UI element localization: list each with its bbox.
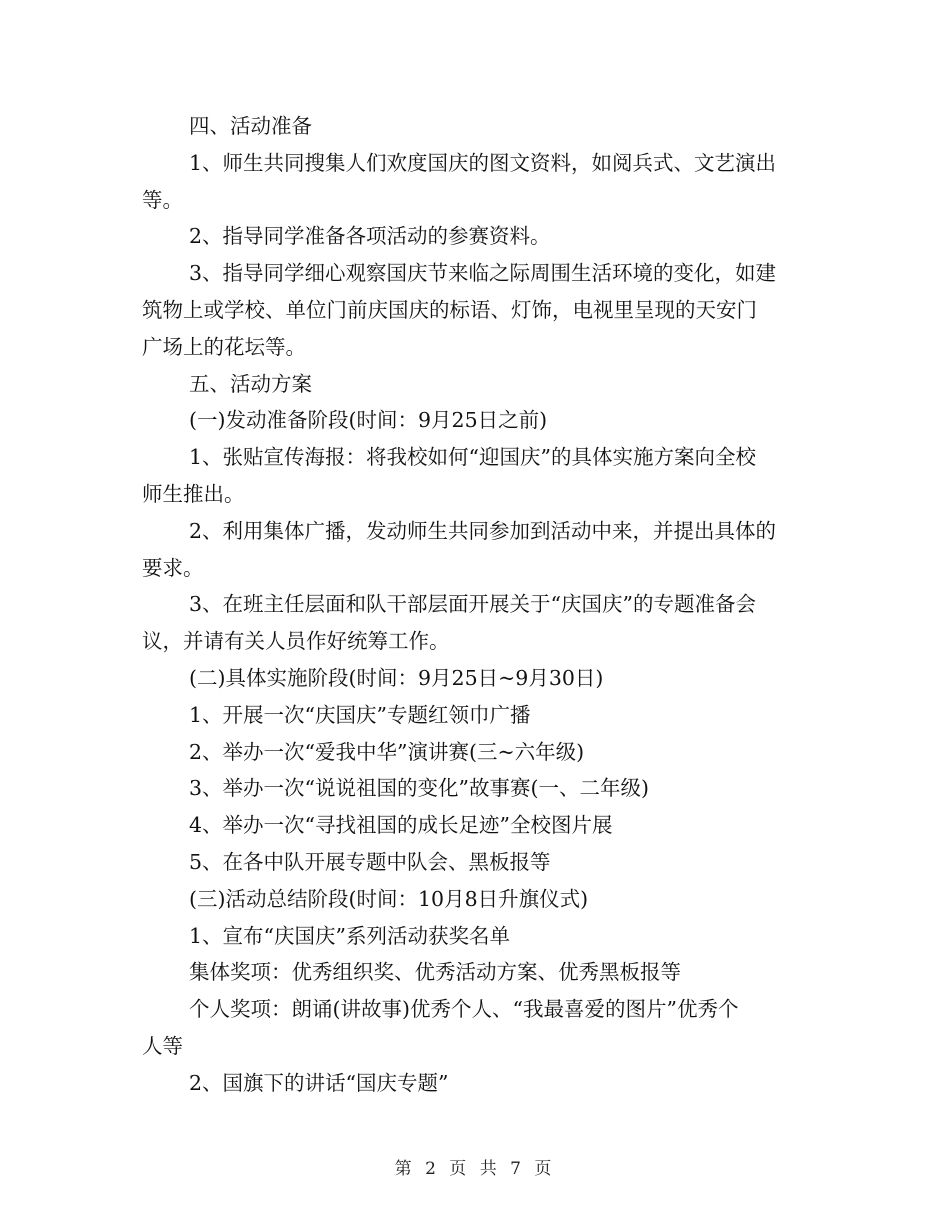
paragraph-line: (二)具体实施阶段(时间：9月25日~9月30日) xyxy=(189,665,604,690)
paragraph-line: 5、在各中队开展专题中队会、黑板报等 xyxy=(189,849,551,874)
paragraph-line: 四、活动准备 xyxy=(189,114,312,138)
paragraph-line: 2、举办一次“爱我中华”演讲赛(三~六年级) xyxy=(189,739,585,764)
paragraph-line: 2、指导同学准备各项活动的参赛资料。 xyxy=(189,224,551,249)
paragraph-line: 议，并请有关人员作好统筹工作。 xyxy=(142,629,450,654)
paragraph-line: 3、指导同学细心观察国庆节来临之际周围生活环境的变化，如建 xyxy=(189,261,777,286)
paragraph-line: 人等 xyxy=(142,1033,183,1058)
paragraph-line: 集体奖项：优秀组织奖、优秀活动方案、优秀黑板报等 xyxy=(189,960,681,985)
paragraph-line: (三)活动总结阶段(时间：10月8日升旗仪式) xyxy=(189,886,589,911)
paragraph-line: 4、举办一次“寻找祖国的成长足迹”全校图片展 xyxy=(189,813,613,838)
paragraph-line: 3、举办一次“说说祖国的变化”故事赛(一、二年级) xyxy=(189,776,649,801)
paragraph-line: 五、活动方案 xyxy=(189,371,312,396)
paragraph-line: 2、国旗下的讲话“国庆专题” xyxy=(189,1070,449,1095)
paragraph-line: 1、师生共同搜集人们欢度国庆的图文资料，如阅兵式、文艺演出 xyxy=(189,150,777,175)
paragraph-line: 个人奖项：朗诵(讲故事)优秀个人、“我最喜爱的图片”优秀个 xyxy=(189,997,739,1022)
page-footer: 第 2 页 共 7 页 xyxy=(394,1159,556,1179)
paragraph-line: 2、利用集体广播，发动师生共同参加到活动中来，并提出具体的 xyxy=(189,518,777,543)
paragraph-line: 等。 xyxy=(142,187,183,212)
paragraph-line: 1、宣布“庆国庆”系列活动获奖名单 xyxy=(189,923,511,948)
paragraph-line: 1、开展一次“庆国庆”专题红领巾广播 xyxy=(189,702,531,727)
paragraph-line: (一)发动准备阶段(时间：9月25日之前) xyxy=(189,408,548,433)
paragraph-line: 3、在班主任层面和队干部层面开展关于“庆国庆”的专题准备会 xyxy=(189,592,757,617)
paragraph-line: 筑物上或学校、单位门前庆国庆的标语、灯饰，电视里呈现的天安门 xyxy=(142,297,757,322)
paragraph-line: 要求。 xyxy=(142,555,204,580)
document-body xyxy=(142,108,810,1102)
paragraph-line: 师生推出。 xyxy=(142,481,245,506)
paragraph-line: 广场上的花坛等。 xyxy=(142,334,306,359)
paragraph-line: 1、张贴宣传海报：将我校如何“迎国庆”的具体实施方案向全校 xyxy=(189,445,757,470)
